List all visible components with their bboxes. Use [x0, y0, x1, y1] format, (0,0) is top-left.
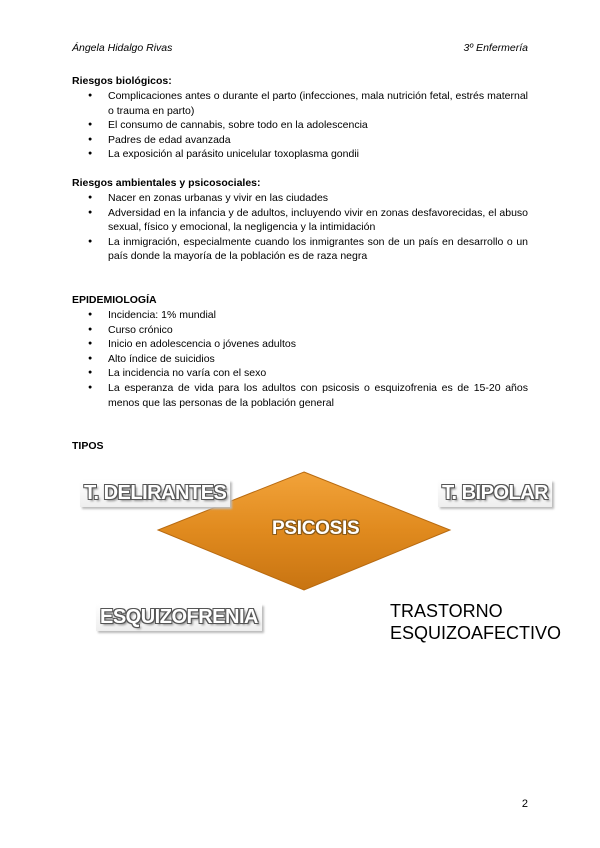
- list-item: ● La esperanza de vida para los adultos con psicosis o esquizofrenia es de 15-20 años menos que las personas de la población general: [72, 381, 528, 410]
- environmental-risks-list: [72, 191, 528, 264]
- page-number: 2: [521, 798, 528, 810]
- list-item: ● La incidencia no varía con el sexo: [72, 366, 528, 381]
- list-item: ● Adversidad en la infancia y de adultos, incluyendo vivir en zonas desfavorecidas, el abuso sexual, físico y emocional, la negligencia y la intimidación: [72, 206, 528, 235]
- bipolar-label: T. BIPOLAR: [438, 480, 552, 507]
- esquizoafectivo-label: [390, 600, 561, 644]
- psicosis-label: PSICOSIS: [272, 518, 360, 539]
- list-item: ● Inicio en adolescencia o jóvenes adultos: [72, 337, 528, 352]
- epidemiology-list: [72, 308, 528, 410]
- header-author: Ángela Hidalgo Rivas: [72, 42, 173, 54]
- esquizoafectivo-line2: ESQUIZOAFECTIVO: [390, 623, 562, 643]
- list-item: ● Nacer en zonas urbanas y vivir en las ciudades: [72, 191, 528, 206]
- biological-risks-list: [72, 89, 528, 162]
- list-item: ● El consumo de cannabis, sobre todo en la adolescencia: [72, 118, 528, 133]
- esquizoafectivo-line1: TRASTORNO: [390, 601, 503, 621]
- list-item: ● Incidencia: 1% mundial: [72, 308, 528, 323]
- list-item: ● Complicaciones antes o durante el parto (infecciones, mala nutrición fetal, estrés maternal o trauma en parto): [72, 89, 528, 118]
- esquizofrenia-label: ESQUIZOFRENIA: [96, 604, 262, 631]
- list-item: ● La exposición al parásito unicelular toxoplasma gondii: [72, 147, 528, 162]
- header-course: 3º Enfermería: [463, 42, 528, 54]
- list-item: ● Curso crónico: [72, 323, 528, 338]
- page-header: [72, 42, 528, 58]
- list-item: ● Alto índice de suicidios: [72, 352, 528, 367]
- environmental-risks-title: Riesgos ambientales y psicosociales:: [72, 177, 261, 189]
- delirantes-label: T. DELIRANTES: [80, 480, 230, 507]
- psychosis-types-diagram: [60, 460, 600, 660]
- biological-risks-title: Riesgos biológicos:: [72, 75, 172, 87]
- list-item: ● Padres de edad avanzada: [72, 133, 528, 148]
- types-title: TIPOS: [72, 440, 104, 452]
- list-item: ● La inmigración, especialmente cuando los inmigrantes son de un país en desarrollo o un país donde la mayoría de la población es de raza negra: [72, 235, 528, 264]
- epidemiology-title: EPIDEMIOLOGÍA: [72, 294, 157, 306]
